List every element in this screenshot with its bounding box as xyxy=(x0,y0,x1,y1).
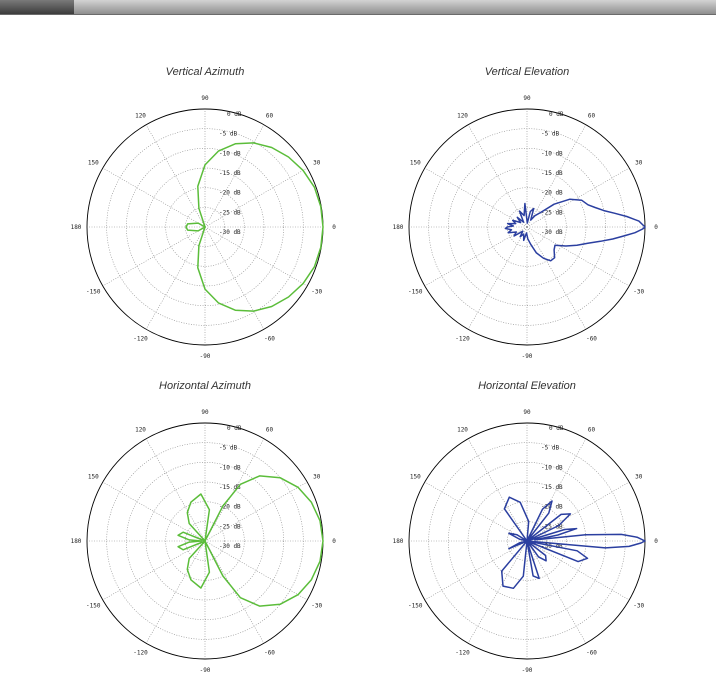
angle-tick-label: 30 xyxy=(313,473,321,481)
grid-spoke xyxy=(103,541,205,600)
radial-db-label: -15 dB xyxy=(541,170,563,177)
radial-db-label: -20 dB xyxy=(541,189,563,197)
pattern-line xyxy=(505,199,645,261)
angle-tick-label: 60 xyxy=(587,426,596,434)
radial-db-label: 0 dB xyxy=(227,111,242,118)
grid-spoke xyxy=(425,227,527,286)
angle-tick-label: -30 xyxy=(311,602,323,610)
angle-tick-label: -150 xyxy=(408,602,423,610)
radial-db-label: -30 dB xyxy=(219,229,241,236)
radial-db-label: -10 dB xyxy=(219,150,241,158)
angle-tick-label: 90 xyxy=(523,95,531,102)
top-bar xyxy=(0,0,716,14)
angle-tick-label: -60 xyxy=(586,335,597,343)
angle-tick-label: 150 xyxy=(87,159,99,167)
angle-tick-label: 90 xyxy=(523,409,531,416)
grid-spoke xyxy=(527,227,586,329)
grid-spoke xyxy=(205,541,264,643)
radial-db-label: -30 dB xyxy=(219,543,241,550)
grid-spoke xyxy=(103,227,205,286)
angle-tick-label: 90 xyxy=(201,95,209,102)
angle-tick-label: -90 xyxy=(199,353,211,360)
angle-tick-label: -120 xyxy=(455,335,470,343)
radial-db-label: -20 dB xyxy=(219,503,241,511)
angle-tick-label: 150 xyxy=(409,473,421,481)
radial-db-label: 0 dB xyxy=(549,111,564,118)
angle-tick-label: 60 xyxy=(265,112,274,120)
radial-db-label: -30 dB xyxy=(541,229,563,236)
angle-tick-label: 30 xyxy=(313,159,321,167)
grid-spoke xyxy=(146,125,205,227)
grid-spoke xyxy=(205,227,264,329)
angle-tick-label: -150 xyxy=(86,602,101,610)
grid-spoke xyxy=(468,125,527,227)
grid-spoke xyxy=(146,439,205,541)
radial-db-label: -5 dB xyxy=(219,444,238,452)
angle-tick-label: 180 xyxy=(70,538,82,545)
grid-spoke xyxy=(425,541,527,600)
angle-tick-label: -90 xyxy=(199,667,211,674)
angle-tick-label: -120 xyxy=(133,335,148,343)
radial-db-label: -30 dB xyxy=(541,543,563,550)
chart-vertical-elevation xyxy=(392,66,658,366)
angle-tick-label: 60 xyxy=(587,112,596,120)
top-bar-divider xyxy=(0,14,716,15)
chart-title: Horizontal Elevation xyxy=(478,380,576,392)
angle-tick-label: 0 xyxy=(332,538,336,545)
radial-db-label: -5 dB xyxy=(541,130,560,138)
grid-spoke xyxy=(527,541,586,643)
angle-tick-label: 90 xyxy=(201,409,209,416)
angle-tick-label: -60 xyxy=(264,335,275,343)
radial-db-label: 0 dB xyxy=(549,425,564,432)
angle-tick-label: 150 xyxy=(409,159,421,167)
angle-tick-label: 0 xyxy=(332,224,336,231)
radial-db-label: -25 dB xyxy=(219,209,241,217)
radial-db-label: -15 dB xyxy=(541,484,563,491)
angle-tick-label: -60 xyxy=(586,649,597,657)
radial-db-label: -5 dB xyxy=(219,130,238,138)
angle-tick-label: 120 xyxy=(457,426,468,434)
angle-tick-label: -60 xyxy=(264,649,275,657)
top-bar-tab xyxy=(0,0,74,14)
angle-tick-label: -120 xyxy=(133,649,148,657)
chart-title: Vertical Azimuth xyxy=(165,66,245,78)
chart-horizontal-elevation xyxy=(392,380,658,680)
angle-tick-label: 120 xyxy=(135,426,146,434)
angle-tick-label: 180 xyxy=(70,224,82,231)
polar-plot xyxy=(70,396,336,680)
radial-db-label: -15 dB xyxy=(219,170,241,177)
angle-tick-label: -150 xyxy=(408,288,423,296)
chart-horizontal-azimuth xyxy=(70,380,336,680)
angle-tick-label: 0 xyxy=(654,224,658,231)
chart-title: Vertical Elevation xyxy=(484,66,570,78)
radial-db-label: -5 dB xyxy=(541,444,560,452)
polar-plot xyxy=(392,82,658,366)
chart-title: Horizontal Azimuth xyxy=(159,380,251,392)
angle-tick-label: -30 xyxy=(311,288,323,296)
pattern-line xyxy=(502,497,645,588)
angle-tick-label: 0 xyxy=(654,538,658,545)
angle-tick-label: -30 xyxy=(633,602,645,610)
radial-db-label: -20 dB xyxy=(219,189,241,197)
polar-plot xyxy=(392,396,658,680)
radial-db-label: -25 dB xyxy=(541,523,563,531)
angle-tick-label: 120 xyxy=(457,112,468,120)
angle-tick-label: -120 xyxy=(455,649,470,657)
angle-tick-label: 30 xyxy=(635,159,643,167)
angle-tick-label: -30 xyxy=(633,288,645,296)
polar-plot xyxy=(70,82,336,366)
radial-db-label: -25 dB xyxy=(541,209,563,217)
radial-db-label: -25 dB xyxy=(219,523,241,531)
angle-tick-label: 180 xyxy=(392,224,404,231)
radial-db-label: -10 dB xyxy=(541,150,563,158)
radial-db-label: -20 dB xyxy=(541,503,563,511)
angle-tick-label: -150 xyxy=(86,288,101,296)
chart-vertical-azimuth xyxy=(70,66,336,366)
angle-tick-label: 150 xyxy=(87,473,99,481)
angle-tick-label: 120 xyxy=(135,112,146,120)
angle-tick-label: 30 xyxy=(635,473,643,481)
angle-tick-label: 60 xyxy=(265,426,274,434)
grid-spoke xyxy=(468,439,527,541)
radial-db-label: -10 dB xyxy=(219,464,241,472)
radial-db-label: -10 dB xyxy=(541,464,563,472)
angle-tick-label: 180 xyxy=(392,538,404,545)
radial-db-label: 0 dB xyxy=(227,425,242,432)
angle-tick-label: -90 xyxy=(521,353,533,360)
angle-tick-label: -90 xyxy=(521,667,533,674)
radial-db-label: -15 dB xyxy=(219,484,241,491)
